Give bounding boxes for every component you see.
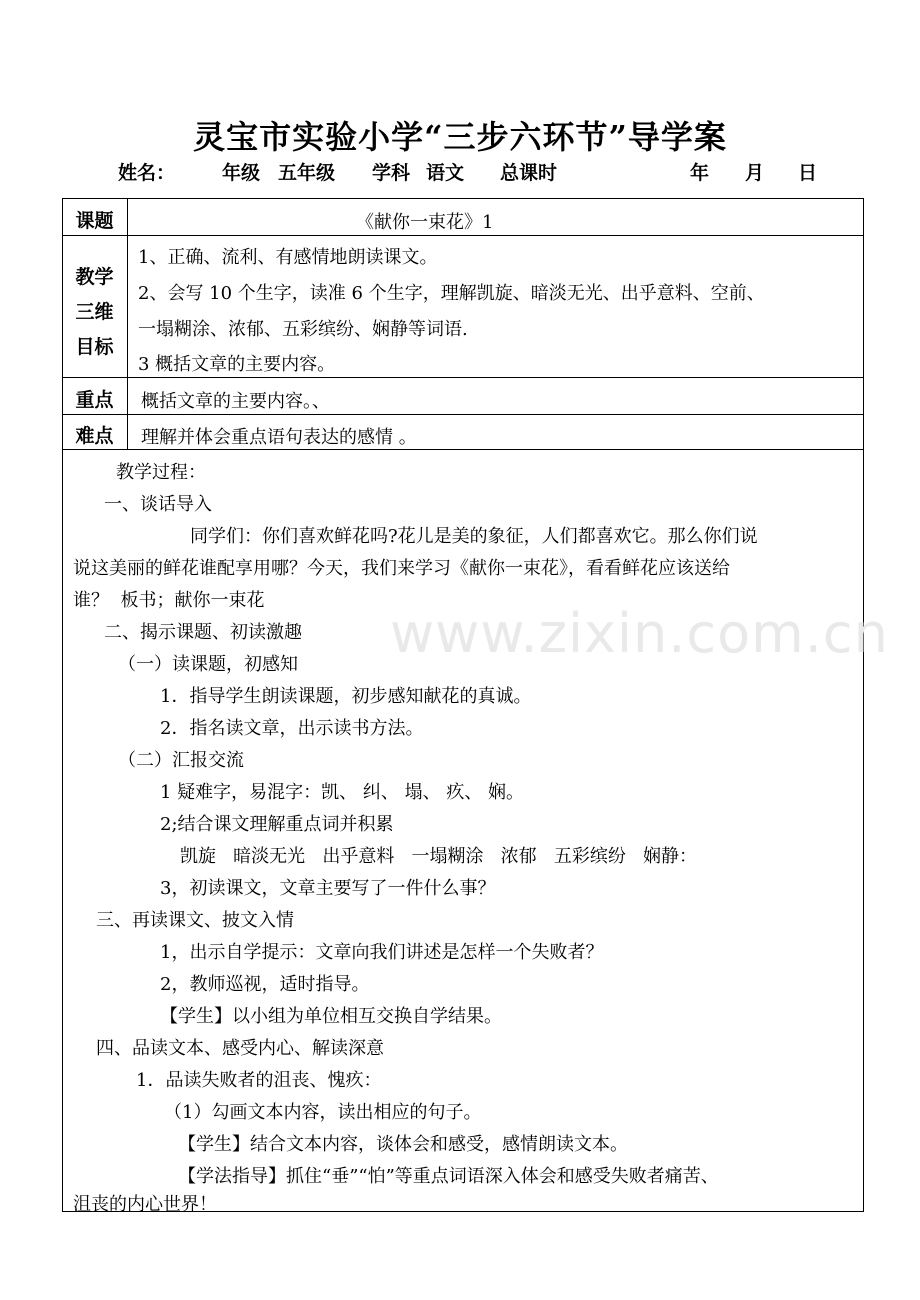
- goal-item-3: 3 概括文章的主要内容。: [138, 354, 336, 375]
- process-text: 【学生】结合文本内容，谈体会和感受，感情朗读文本。: [178, 1134, 628, 1155]
- goal-item-2: 2、会写 10 个生字，读准 6 个生字，理解凯旋、暗淡无光、出乎意料、空前、: [138, 283, 765, 304]
- process-text: 1，出示自学提示：文章向我们讲述是怎样一个失败者？: [160, 942, 604, 963]
- year-label: 年: [690, 162, 710, 184]
- page-title: 灵宝市实验小学“三步六环节”导学案: [193, 118, 727, 156]
- subsection-heading: （二）汇报交流: [118, 750, 244, 771]
- process-text: 2;结合课文理解重点词并积累: [160, 814, 394, 835]
- row-divider: [62, 414, 864, 415]
- process-heading: 教学过程：: [116, 462, 206, 483]
- topic-value: 《献你一束花》1: [356, 212, 494, 233]
- process-text: 【学生】以小组为单位相互交换自学结果。: [160, 1006, 502, 1027]
- process-text: 3，初读课文，文章主要写了一件什么事？: [160, 878, 496, 899]
- column-divider: [127, 198, 128, 449]
- process-text: 【学法指导】抓住“垂”“怕”等重点词语深入体会和感受失败者痛苦、: [178, 1166, 719, 1187]
- process-text: 1．指导学生朗读课题，初步感知献花的真诚。: [160, 686, 532, 707]
- goals-label-line-2: 三维: [75, 301, 114, 323]
- process-text: 说这美丽的鲜花谁配享用哪？今天，我们来学习《献你一束花》，看看鲜花应该送给: [73, 558, 730, 579]
- header-info-row: [0, 158, 920, 188]
- process-text: 2，教师巡视，适时指导。: [160, 974, 370, 995]
- month-label: 月: [745, 162, 765, 184]
- grade-value: 五年级: [278, 162, 336, 184]
- subject-label: 学科: [372, 162, 411, 184]
- goal-item-1: 1、正确、流利、有感情地朗读课文。: [138, 247, 438, 268]
- section-heading-4: 四、品读文本、感受内心、解读深意: [96, 1038, 384, 1059]
- process-text: 同学们：你们喜欢鲜花吗?花儿是美的象征，人们都喜欢它。那么你们说: [190, 526, 758, 547]
- topic-label: 课题: [75, 210, 114, 232]
- section-heading-2: 二、揭示课题、初读激趣: [104, 622, 302, 643]
- name-label: 姓名：: [118, 162, 176, 184]
- total-hours-label: 总课时: [500, 162, 558, 184]
- goals-label-line-1: 教学: [75, 266, 114, 288]
- process-text: 2．指名读文章，出示读书方法。: [160, 718, 424, 739]
- process-text: 谁？ 板书；献你一束花: [73, 590, 265, 611]
- section-heading-1: 一、谈话导入: [104, 494, 212, 515]
- subsection-heading: （一）读课题，初感知: [118, 654, 298, 675]
- row-divider: [62, 377, 864, 378]
- day-label: 日: [798, 162, 818, 184]
- process-text: （1）勾画文本内容，读出相应的句子。: [164, 1102, 482, 1123]
- goal-item-2-continued: 一塌糊涂、浓郁、五彩缤纷、娴静等词语.: [138, 319, 468, 340]
- section-heading-3: 三、再读课文、披文入情: [96, 910, 294, 931]
- watermark: www.zixin.com.cn: [390, 602, 889, 665]
- vocabulary-list: 凯旋 暗淡无光 出乎意料 一塌糊涂 浓郁 五彩缤纷 娴静：: [180, 846, 697, 867]
- process-text: 1 疑难字，易混字：凯、 纠、 塌、 疚、 娴。: [160, 782, 525, 803]
- subject-value: 语文: [426, 162, 465, 184]
- row-divider: [62, 449, 864, 450]
- key-point-label: 重点: [75, 389, 114, 411]
- process-text: 1．品读失败者的沮丧、愧疚：: [136, 1070, 382, 1091]
- difficulty-value: 理解并体会重点语句表达的感情 。: [141, 427, 417, 448]
- process-text: 沮丧的内心世界！: [73, 1194, 217, 1215]
- key-point-value: 概括文章的主要内容。、: [141, 391, 330, 412]
- grade-label: 年级: [222, 162, 261, 184]
- row-divider: [62, 235, 864, 236]
- difficulty-label: 难点: [75, 425, 114, 447]
- goals-label-line-3: 目标: [75, 336, 114, 358]
